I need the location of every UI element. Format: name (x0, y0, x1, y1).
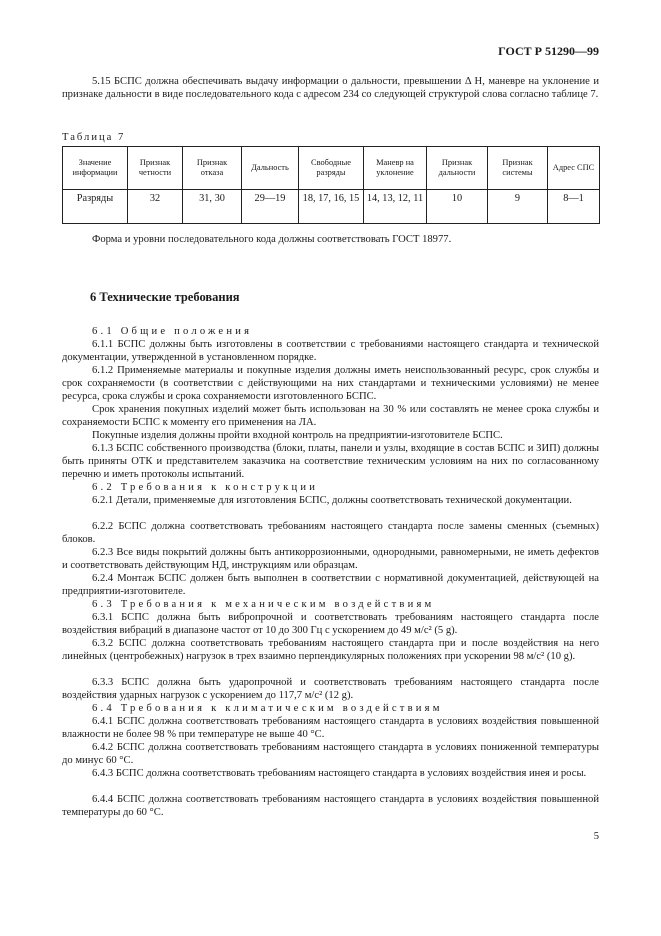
table-cell: Разряды (63, 190, 128, 224)
paragraph-6-2-3: 6.2.3 Все виды покрытий должны быть антикоррозионными, однородными, равномерными, не иметь дефектов и соответствовать действующим НД, инструкциям или образцам. (62, 547, 599, 571)
paragraph-6-1-2: 6.1.2 Применяемые материалы и покупные изделия должны иметь неиспользованный ресурс, срок службы и срок сохраняемости (в соответствии с действующими на них стандартами и техническими условиями) не менее ресурса, срока службы и срока сохраняемости изготовленного БСПС. (62, 365, 599, 402)
table-cell: 9 (488, 190, 548, 224)
table-7 (62, 146, 600, 224)
page-number: 5 (593, 831, 599, 842)
subsection-heading-6-3: 6.3 Требования к механическим воздействиям (92, 599, 435, 610)
subsection-heading-6-4: 6.4 Требования к климатическим воздействиям (92, 703, 443, 714)
paragraph-5-15: 5.15 БСПС должна обеспечивать выдачу информации о дальности, превышении Δ H, маневре на уклонение и признаке дальности в виде последовательного кода с адресом 234 со следующей структурой слова согласно таблице 7. (62, 76, 599, 100)
subsection-heading-6-2: 6.2 Требования к конструкции (92, 482, 319, 493)
document-id-header: ГОСТ Р 51290—99 (498, 44, 599, 58)
table-cell: 18, 17, 16, 15 (299, 190, 364, 224)
table-header-cell: Свободные разряды (299, 147, 364, 190)
table-header-cell: Маневр на уклонение (364, 147, 427, 190)
table-header-row (63, 147, 600, 190)
table-header-cell: Значение информации (63, 147, 128, 190)
table-cell: 32 (128, 190, 183, 224)
table-cell: 10 (427, 190, 488, 224)
table-header-cell: Дальность (242, 147, 299, 190)
table-header-cell: Признак четности (128, 147, 183, 190)
table-header-cell: Признак дальности (427, 147, 488, 190)
paragraph-6-4-3: 6.4.3 БСПС должна соответствовать требованиям настоящего стандарта в условиях воздействия инея и росы. (92, 768, 587, 779)
paragraph-6-4-1: 6.4.1 БСПС должна соответствовать требованиям настоящего стандарта в условиях воздействия повышенной влажности не более 98 % при температуре не выше 40 °С. (62, 716, 599, 740)
paragraph-6-3-1: 6.3.1 БСПС должна быть вибропрочной и соответствовать требованиям настоящего стандарта после воздействия вибраций в диапазоне частот от 10 до 300 Гц с ускорением до 49 м/с² (5 g). (62, 612, 599, 636)
paragraph-6-3-3: 6.3.3 БСПС должна быть ударопрочной и соответствовать требованиям настоящего стандарта после воздействия ударных нагрузок с ускорением до 117,7 м/с² (12 g). (62, 677, 599, 701)
paragraph-6-1-2-inspection: Покупные изделия должны пройти входной контроль на предприятии-изготовителе БСПС. (92, 430, 503, 441)
subsection-heading-6-1: 6.1 Общие положения (92, 326, 253, 337)
section-title: 6 Технические требования (90, 290, 240, 304)
table-row (63, 190, 600, 224)
paragraph-6-2-1: 6.2.1 Детали, применяемые для изготовления БСПС, должны соответствовать технической документации. (92, 495, 572, 506)
paragraph-6-4-4: 6.4.4 БСПС должна соответствовать требованиям настоящего стандарта в условиях воздействия повышенной температуры до 60 °С. (62, 794, 599, 818)
paragraph-6-4-2: 6.4.2 БСПС должна соответствовать требованиям настоящего стандарта в условиях пониженной температуры до минус 60 °С. (62, 742, 599, 766)
paragraph-6-1-1: 6.1.1 БСПС должны быть изготовлены в соответствии с требованиями настоящего стандарта и технической документации, утвержденной в установленном порядке. (62, 339, 599, 363)
table-cell: 8—1 (548, 190, 600, 224)
table-header-cell: Признак отказа (183, 147, 242, 190)
table-cell: 14, 13, 12, 11 (364, 190, 427, 224)
paragraph-6-2-4: 6.2.4 Монтаж БСПС должен быть выполнен в соответствии с нормативной документацией, действующей на предприятии-изготовителе. (62, 573, 599, 597)
table-cell: 31, 30 (183, 190, 242, 224)
paragraph-code-form: Форма и уровни последовательного кода должны соответствовать ГОСТ 18977. (92, 234, 452, 245)
table-caption: Таблица 7 (62, 132, 126, 143)
table-header-cell: Адрес СПС (548, 147, 600, 190)
table-header-cell: Признак системы (488, 147, 548, 190)
paragraph-6-1-2-storage: Срок хранения покупных изделий может быть использован на 30 % или составлять не менее срока службы и сохраняемости БСПС к моменту его применения на ЛА. (62, 404, 599, 428)
paragraph-6-1-3: 6.1.3 БСПС собственного производства (блоки, платы, панели и узлы, входящие в состав БСПС и ЗИП) должны быть приняты ОТК и представителем заказчика на соответствие техническим условиям на них по согласованному перечню и иметь протоколы испытаний. (62, 443, 599, 480)
paragraph-6-2-2: 6.2.2 БСПС должна соответствовать требованиям настоящего стандарта после замены сменных (съемных) блоков. (62, 521, 599, 545)
paragraph-6-3-2: 6.3.2 БСПС должна соответствовать требованиям настоящего стандарта при и после воздействия на него линейных (центробежных) нагрузок в трех взаимно перпендикулярных положениях при ускорении 98 м/с² (10 g). (62, 638, 599, 662)
table-cell: 29—19 (242, 190, 299, 224)
